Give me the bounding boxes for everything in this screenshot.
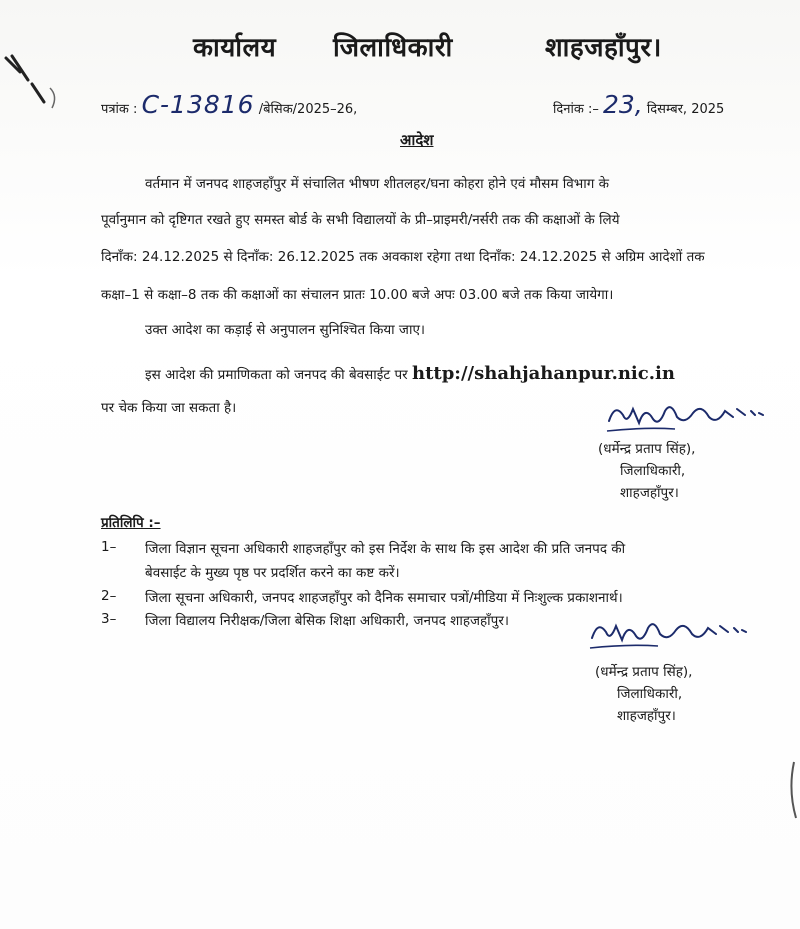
- header-office: कार्यालय: [193, 33, 277, 63]
- header-district-magistrate: जिलाधिकारी: [333, 33, 453, 63]
- page-edge-mark-decoration: [780, 760, 800, 820]
- body-line-4: कक्षा–1 से कक्षा–8 तक की कक्षाओं का संचालन प्रातः 10.00 बजे अपः 03.00 बजे तक किया जायेगा।: [101, 287, 614, 303]
- signature-image: [605, 395, 765, 435]
- copy-item-1-line-1: जिला विज्ञान सूचना अधिकारी शाहजहाँपुर को इस निर्देश के साथ कि इस आदेश की प्रति जनपद की: [145, 541, 626, 557]
- body-line-3: दिनाँक: 24.12.2025 से दिनाँक: 26.12.2025 तक अवकाश रहेगा तथा दिनाँक: 24.12.2025 से अग्रिम आदेशों तक: [101, 249, 705, 265]
- website-url: http://shahjahanpur.nic.in: [412, 363, 675, 384]
- body-line-5: उक्त आदेश का कड़ाई से अनुपालन सुनिश्चित किया जाए।: [145, 322, 426, 338]
- signatory-place: शाहजहाँपुर।: [620, 485, 679, 501]
- signature-image: [588, 612, 748, 652]
- copy-heading: प्रतिलिपि :–: [101, 515, 161, 531]
- signatory-name: (धर्मेन्द्र प्रताप सिंह),: [598, 441, 696, 457]
- body-line-2: पूर्वानुमान को दृष्टिगत रखते हुए समस्त बोर्ड के सभी विद्यालयों के प्री–प्राइमरी/नर्सरी तक की कक्षाओं के लिये: [101, 212, 620, 228]
- copy-item-number: 3–: [101, 611, 117, 627]
- body-line-6: [145, 365, 675, 383]
- body-line-7: पर चेक किया जा सकता है।: [101, 400, 237, 416]
- reference-suffix: /बेसिक/2025–26,: [258, 102, 358, 117]
- reference-label: पत्रांक :: [101, 102, 138, 117]
- copy-item-3-line-1: जिला विद्यालय निरीक्षक/जिला बेसिक शिक्षा अधिकारी, जनपद शाहजहाँपुर।: [145, 613, 509, 629]
- order-date: [553, 90, 724, 119]
- date-label: दिनांक :–: [553, 102, 599, 117]
- signatory-place: शाहजहाँपुर।: [617, 708, 676, 724]
- copy-item-1-line-2: बेवसाईट के मुख्य पृष्ठ पर प्रदर्शित करने का कष्ट करें।: [145, 565, 400, 581]
- pen-mark-decoration: [2, 50, 62, 110]
- date-rest: दिसम्बर, 2025: [646, 102, 725, 117]
- copy-item-2-line-1: जिला सूचना अधिकारी, जनपद शाहजहाँपुर को दैनिक समाचार पत्रों/मीडिया में निःशुल्क प्रकाशनार्थ।: [145, 590, 623, 606]
- reference-number: [101, 90, 357, 119]
- order-title: आदेश: [400, 131, 434, 149]
- copy-item-number: 2–: [101, 588, 117, 604]
- signatory-designation: जिलाधिकारी,: [620, 463, 686, 479]
- body-line-1: वर्तमान में जनपद शाहजहाँपुर में संचालित भीषण शीतलहर/घना कोहरा होने एवं मौसम विभाग के: [145, 176, 609, 192]
- signatory-designation: जिलाधिकारी,: [617, 686, 683, 702]
- date-handwritten-day: 23,: [603, 90, 643, 119]
- header-city: शाहजहाँपुर।: [545, 33, 662, 63]
- copy-item-number: 1–: [101, 539, 117, 555]
- signature-block-1: [598, 438, 695, 504]
- body-line-6-text: इस आदेश की प्रमाणिकता को जनपद की बेवसाईट पर: [145, 367, 412, 383]
- reference-handwritten-number: C-13816: [141, 90, 255, 119]
- signatory-name: (धर्मेन्द्र प्रताप सिंह),: [595, 664, 693, 680]
- signature-block-2: [595, 661, 692, 727]
